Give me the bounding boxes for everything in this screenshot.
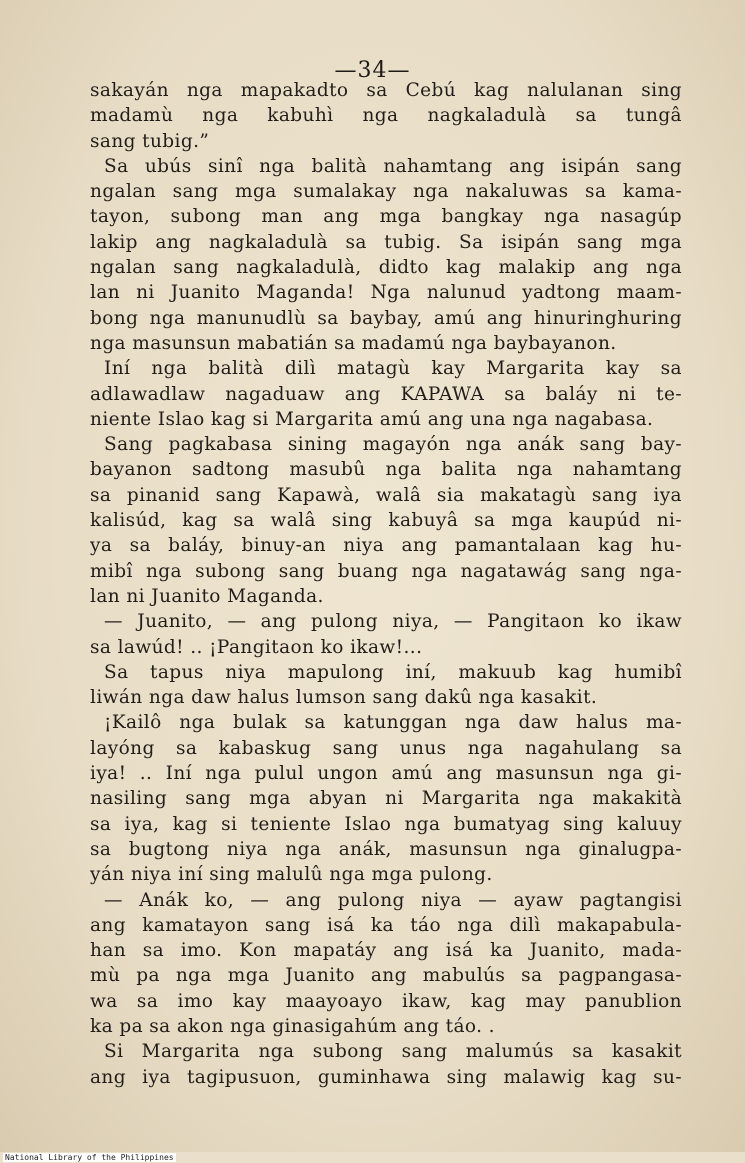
- text-line: Si Margarita nga subong sang malumús sa kasakit: [104, 1041, 682, 1063]
- text-line: lan ni Juanito Maganda! Nga nalunud yadtong maam-: [90, 282, 682, 304]
- text-line: sa pinanid sang Kapawà, walâ sia makatagù sang iya: [90, 484, 682, 506]
- text-line: sang tubig.”: [90, 130, 210, 152]
- text-line: nasiling sang mga abyan ni Margarita nga makakità: [90, 788, 682, 810]
- text-line: Sa ubús sinî nga balità nahamtang ang isipán sang: [104, 155, 682, 177]
- text-line: yán niya iní sing malulû nga mga pulong.: [90, 864, 493, 886]
- text-line: ang kamatayon sang isá ka táo nga dilì makapabula-: [90, 914, 682, 936]
- text-line: kalisúd, kag sa walâ sing kabuyâ sa mga kaupúd ni-: [90, 510, 682, 532]
- library-credit: National Library of the Philippines: [5, 1153, 174, 1162]
- text-line: adlawadlaw nagaduaw ang KAPAWA sa baláy ni te-: [90, 383, 682, 405]
- text-line: bayanon sadtong masubû nga balita nga nahamtang: [90, 459, 682, 481]
- text-line: mù pa nga mga Juanito ang mabulús sa pagpangasa-: [90, 965, 682, 987]
- text-line: ang iya tagipusuon, guminhawa sing malawig kag su-: [90, 1066, 682, 1088]
- text-line: layóng sa kabaskug sang unus nga nagahulang sa: [90, 737, 682, 759]
- text-line: ngalan sang nagkaladulà, didto kag malakip ang nga: [90, 257, 682, 279]
- text-line: — Juanito, — ang pulong niya, — Pangitaon ko ikaw: [104, 611, 682, 633]
- text-line: ka pa sa akon nga ginasigahúm ang táo. .: [90, 1015, 495, 1037]
- text-line: Sang pagkabasa sining magayón nga anák sang bay-: [104, 434, 682, 456]
- text-line: mibî nga subong sang buang nga nagatawág sang nga-: [90, 560, 682, 582]
- text-line: bong nga manunudlù sa baybay, amú ang hinuringhuring: [90, 307, 682, 329]
- text-line: lan ni Juanito Maganda.: [90, 585, 324, 607]
- text-line: ¡Kailô nga bulak sa katunggan nga daw halus ma-: [104, 712, 682, 734]
- text-line: niente Islao kag si Margarita amú ang una nga nagabasa.: [90, 408, 654, 430]
- text-line: sa iya, kag si teniente Islao nga bumatyag sing kaluuy: [90, 813, 682, 835]
- text-line: iya! .. Iní nga pulul ungon amú ang masunsun nga gi-: [90, 763, 682, 785]
- text-line: tayon, subong man ang mga bangkay nga nasagúp: [90, 206, 682, 228]
- text-line: Sa tapus niya mapulong iní, makuub kag humibî: [104, 661, 682, 683]
- text-line: — Anák ko, — ang pulong niya — ayaw pagtangisi: [104, 889, 682, 911]
- text-line: han sa imo. Kon mapatáy ang isá ka Juanito, mada-: [90, 940, 682, 962]
- text-line: ya sa baláy, binuy-an niya ang pamantalaan kag hu-: [90, 535, 682, 557]
- text-line: lakip ang nagkaladulà sa tubig. Sa isipán sang mga: [90, 231, 682, 253]
- text-line: nga masunsun mabatián sa madamú nga baybayanon.: [90, 332, 617, 354]
- text-line: sa bugtong niya nga anák, masunsun nga ginalugpa-: [90, 838, 682, 860]
- text-line: sa lawúd! .. ¡Pangitaon ko ikaw!...: [90, 636, 423, 658]
- text-line: wa sa imo kay maayoayo ikaw, kag may panublion: [90, 990, 682, 1012]
- text-line: Iní nga balità dilì matagù kay Margarita kay sa: [104, 358, 682, 380]
- text-line: sakayán nga mapakadto sa Cebú kag nalulanan sing: [90, 80, 682, 101]
- text-line: liwán nga daw halus lumson sang dakû nga kasakit.: [90, 687, 598, 709]
- page-number: —34—: [334, 58, 411, 83]
- body-text: [90, 78, 682, 1090]
- text-line: madamù nga kabuhì nga nagkaladulà sa tungâ: [90, 105, 682, 127]
- text-line: ngalan sang mga sumalakay nga nakaluwas sa kama-: [90, 181, 682, 203]
